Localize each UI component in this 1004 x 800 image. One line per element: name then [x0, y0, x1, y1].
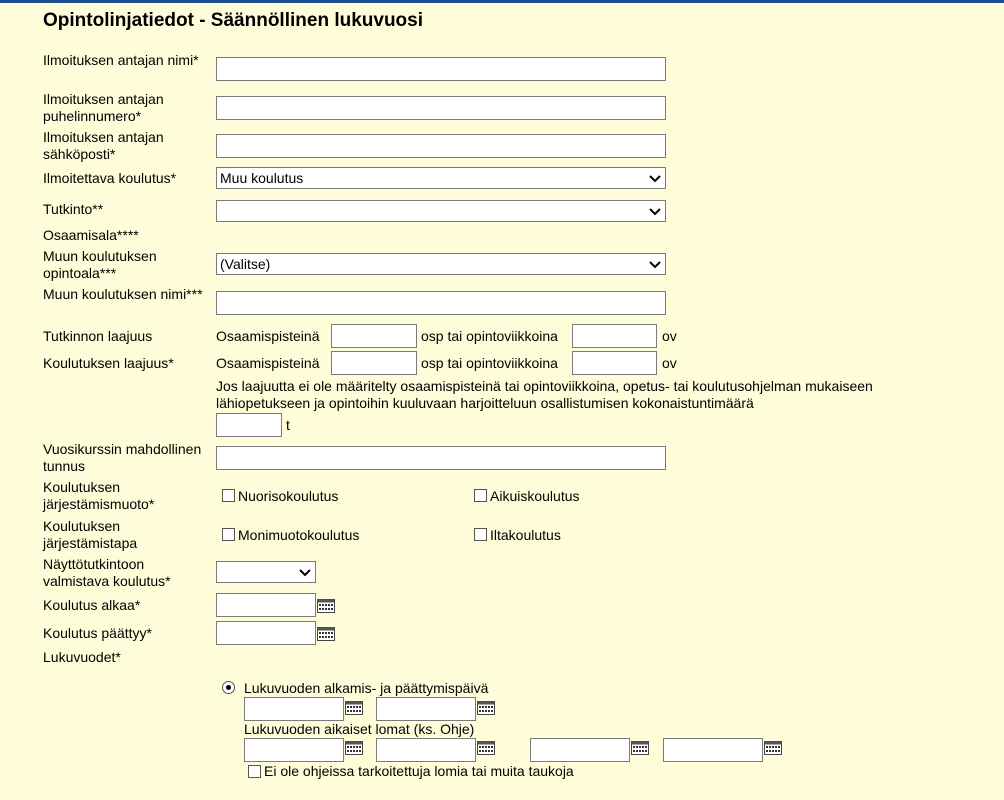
- competence-prep-label: Näyttötutkintoon valmistava koulutus*: [43, 556, 171, 589]
- other-field-select[interactable]: [216, 253, 666, 275]
- evening-education-checkbox[interactable]: [474, 528, 487, 541]
- academic-years-radio[interactable]: [222, 681, 235, 694]
- competence-label: Osaamisala****: [43, 227, 139, 243]
- holiday-2-end-input[interactable]: [663, 738, 763, 762]
- calendar-icon[interactable]: [317, 627, 335, 641]
- calendar-icon[interactable]: [764, 741, 782, 755]
- reporter-email-label: Ilmoituksen antajan sähköposti*: [43, 129, 164, 162]
- no-holidays-checkbox[interactable]: [248, 765, 261, 778]
- academic-year-start-end-label: Lukuvuoden alkamis- ja päättymispäivä: [244, 680, 489, 696]
- chevron-down-icon: [648, 171, 662, 185]
- class-code-label: Vuosikurssin mahdollinen tunnus: [43, 441, 202, 474]
- degree-scope-label: Tutkinnon laajuus: [43, 328, 153, 344]
- top-bar: [0, 0, 1004, 3]
- calendar-icon[interactable]: [477, 701, 495, 715]
- calendar-icon[interactable]: [345, 701, 363, 715]
- degree-scope-points-input[interactable]: [331, 324, 417, 348]
- degree-scope-points-label: Osaamispisteinä: [216, 328, 320, 344]
- education-label: Ilmoitettava koulutus*: [43, 170, 177, 186]
- other-name-input[interactable]: [216, 291, 666, 315]
- degree-label: Tutkinto**: [43, 201, 104, 217]
- competence-prep-select[interactable]: [216, 561, 316, 583]
- multiform-checkbox[interactable]: [222, 528, 235, 541]
- holiday-2-start-input[interactable]: [530, 738, 630, 762]
- reporter-name-input[interactable]: [216, 57, 666, 81]
- degree-scope-weeks-input[interactable]: [572, 324, 657, 348]
- training-scope-points-label: Osaamispisteinä: [216, 355, 320, 371]
- chevron-down-icon: [648, 257, 662, 271]
- end-date-input[interactable]: [216, 621, 316, 645]
- reporter-phone-input[interactable]: [216, 96, 666, 120]
- training-scope-note: Jos laajuutta ei ole määritelty osaamispisteinä tai opintoviikkoina, opetus- tai koulutusohjelman mukaiseen lähiopetukseen ja opintoihin kuuluvaan harjoitteluun osallistumisen kokonaistuntimäärä: [216, 378, 873, 411]
- training-scope-points-input[interactable]: [331, 351, 417, 375]
- other-name-label: Muun koulutuksen nimi***: [43, 286, 203, 302]
- other-field-label: Muun koulutuksen opintoala***: [43, 248, 157, 281]
- academic-year-holidays-label: Lukuvuoden aikaiset lomat (ks. Ohje): [244, 721, 475, 737]
- radio-selected-dot: [226, 685, 231, 690]
- training-scope-label: Koulutuksen laajuus*: [43, 355, 174, 371]
- training-hours-unit: t: [286, 417, 290, 433]
- page-title: Opintolinjatiedot - Säännöllinen lukuvuosi: [43, 10, 424, 31]
- training-scope-weeks-input[interactable]: [572, 351, 657, 375]
- education-select[interactable]: [216, 167, 666, 189]
- training-scope-unit: ov: [662, 355, 677, 371]
- calendar-icon[interactable]: [477, 741, 495, 755]
- reporter-phone-label: Ilmoituksen antajan puhelinnumero*: [43, 91, 164, 124]
- start-label: Koulutus alkaa*: [43, 597, 141, 613]
- reporter-name-label: Ilmoituksen antajan nimi*: [43, 52, 199, 68]
- degree-scope-unit: ov: [662, 328, 677, 344]
- evening-education-label: Iltakoulutus: [490, 527, 561, 543]
- holiday-1-end-input[interactable]: [376, 738, 476, 762]
- start-date-input[interactable]: [216, 593, 316, 617]
- chevron-down-icon: [298, 565, 312, 579]
- adult-education-label: Aikuiskoulutus: [490, 488, 580, 504]
- class-code-input[interactable]: [216, 446, 666, 470]
- calendar-icon[interactable]: [345, 741, 363, 755]
- reporter-email-input[interactable]: [216, 134, 666, 158]
- training-scope-or-weeks-label: osp tai opintoviikkoina: [421, 355, 558, 371]
- youth-education-checkbox[interactable]: [222, 489, 235, 502]
- calendar-icon[interactable]: [631, 741, 649, 755]
- multiform-label: Monimuotokoulutus: [238, 527, 360, 543]
- education-select-value: Muu koulutus: [220, 170, 304, 186]
- end-label: Koulutus päättyy*: [43, 625, 152, 641]
- academic-year-start-input[interactable]: [244, 697, 344, 721]
- other-field-select-value: (Valitse): [220, 256, 271, 272]
- youth-education-label: Nuorisokoulutus: [238, 488, 339, 504]
- adult-education-checkbox[interactable]: [474, 489, 487, 502]
- chevron-down-icon: [648, 204, 662, 218]
- calendar-icon[interactable]: [317, 599, 335, 613]
- degree-select[interactable]: [216, 200, 666, 222]
- arrangement-method-label: Koulutuksen järjestämistapa: [43, 518, 138, 551]
- academic-years-label: Lukuvuodet*: [43, 649, 121, 665]
- academic-year-end-input[interactable]: [376, 697, 476, 721]
- holiday-1-start-input[interactable]: [244, 738, 344, 762]
- training-hours-input[interactable]: [216, 413, 282, 437]
- no-holidays-label: Ei ole ohjeissa tarkoitettuja lomia tai muita taukoja: [264, 763, 574, 779]
- degree-scope-or-weeks-label: osp tai opintoviikkoina: [421, 328, 558, 344]
- arrangement-form-label: Koulutuksen järjestämismuoto*: [43, 479, 155, 512]
